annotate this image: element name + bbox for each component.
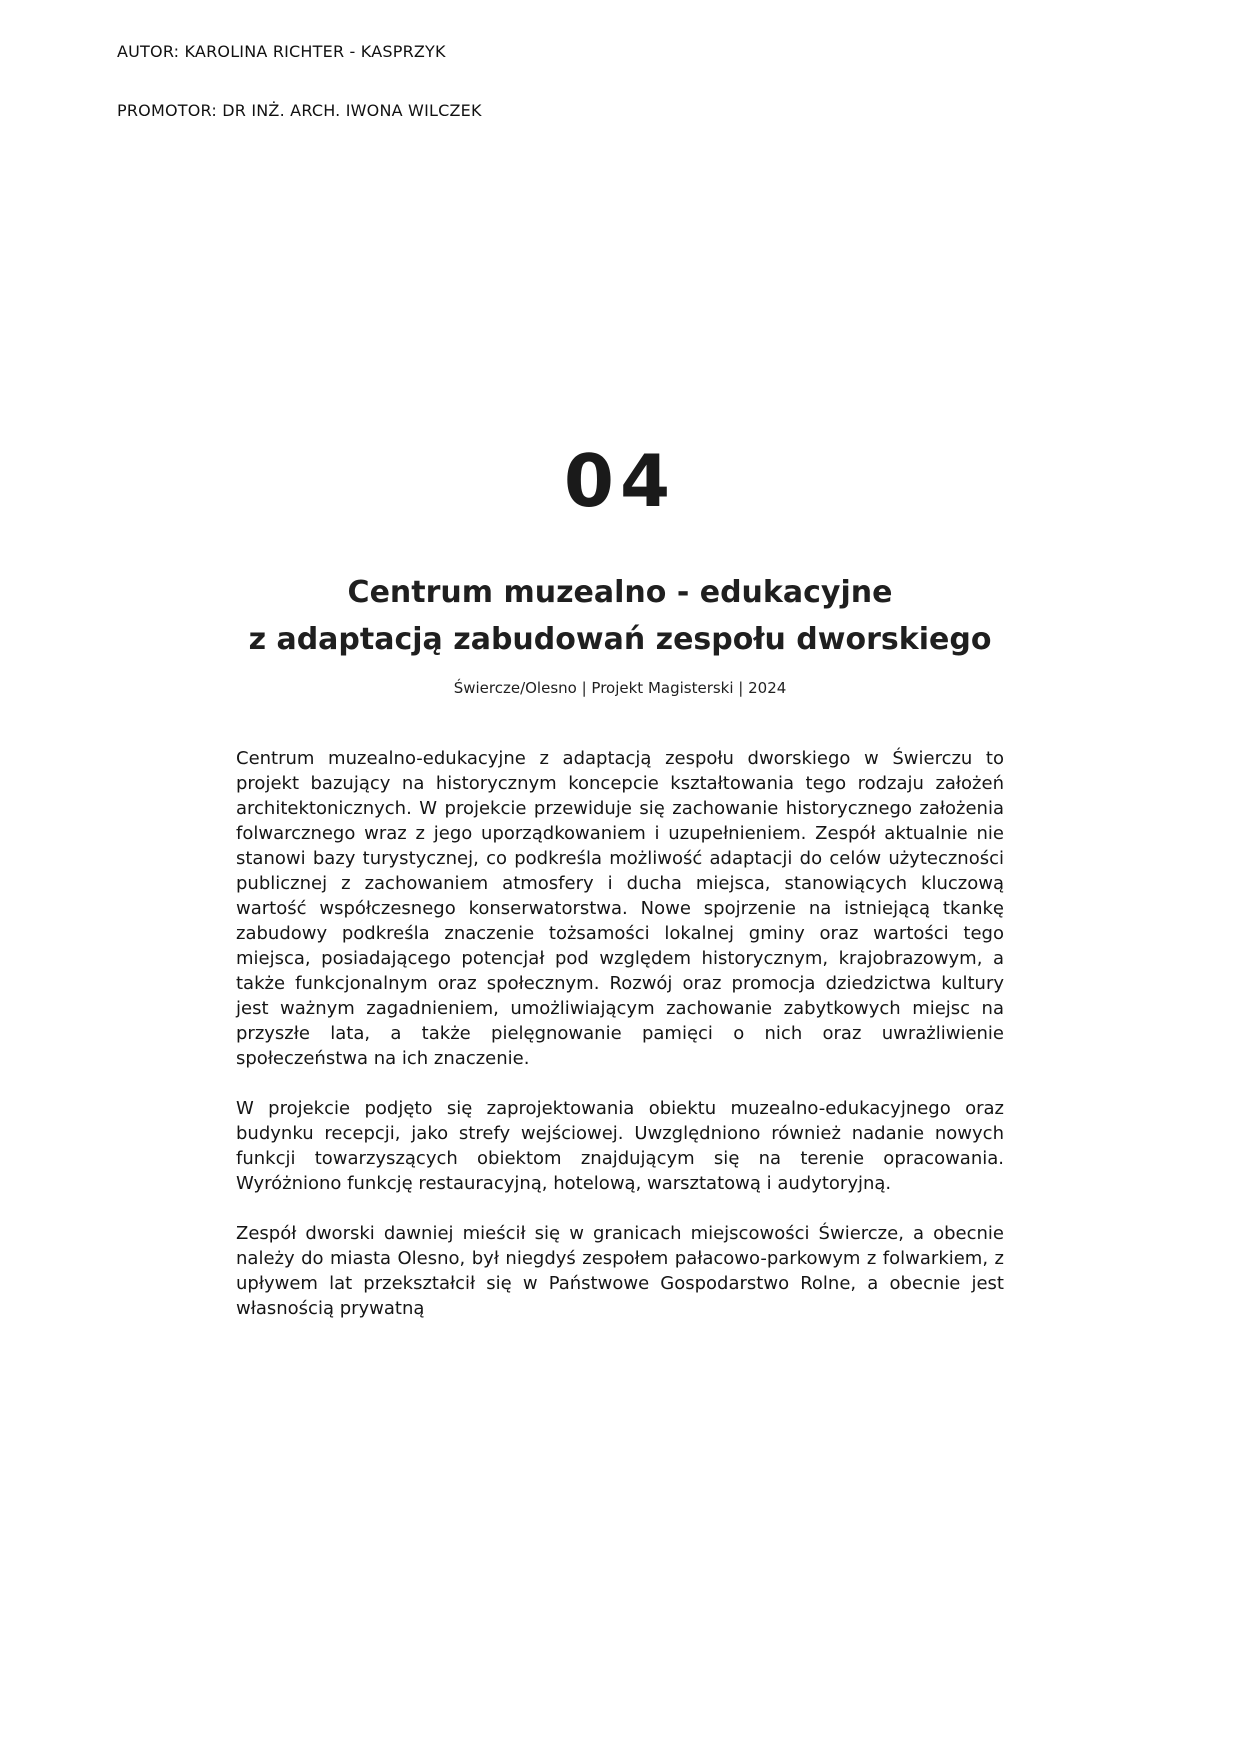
promotor-line: PROMOTOR: DR INŻ. ARCH. IWONA WILCZEK xyxy=(117,101,482,120)
paragraph-2: W projekcie podjęto się zaprojektowania obiektu muzealno-edukacyjnego oraz budynku recepcji, jako strefy wejściowej. Uwzględniono również nadanie nowych funkcji towarzyszących obiektom znajdującym się na terenie opracowania. Wyróżniono funkcję restauracyjną, hotelową, warsztatową i audytoryjną. xyxy=(236,1098,1004,1194)
chapter-title-line-2: z adaptacją zabudowań zespołu dworskiego xyxy=(248,622,992,657)
paragraph-1: Centrum muzealno-edukacyjne z adaptacją zespołu dworskiego w Świerczu to projekt bazujący na historycznym koncepcie kształtowania tego rodzaju założeń architektonicznych. W projekcie przewiduje się zachowanie historycznego założenia folwarcznego wraz z jego uporządkowaniem i uzupełnieniem. Zespół aktualnie nie stanowi bazy turystycznej, co podkreśla możliwość adaptacji do celów użyteczności publicznej z zachowaniem atmosfery i ducha miejsca, stanowiących kluczową wartość współczesnego konserwatorstwa. Nowe spojrzenie na istniejącą tkankę zabudowy podkreśla znaczenie tożsamości lokalnej gminy oraz wartości tego miejsca, posiadającego potencjał pod względem historycznym, krajobrazowym, a także funkcjonalnym oraz społecznym. Rozwój oraz promocja dziedzictwa kultury jest ważnym zagadnieniem, umożliwiającym zachowanie zabytkowych miejsc na przyszłe lata, a także pielęgnowanie pamięci o nich oraz uwrażliwienie społeczeństwa na ich znaczenie. xyxy=(236,748,1004,1069)
chapter-title-line-1: Centrum muzealno - edukacyjne xyxy=(347,575,893,610)
chapter-subtitle: Świercze/Olesno | Projekt Magisterski | 2024 xyxy=(453,679,787,697)
chapter-number: 04 xyxy=(563,439,677,523)
author-line: AUTOR: KAROLINA RICHTER - KASPRZYK xyxy=(117,42,446,61)
chapter-title xyxy=(0,569,1240,663)
body-text xyxy=(236,746,1004,1346)
paragraph-3: Zespół dworski dawniej mieścił się w granicach miejscowości Świercze, a obecnie należy do miasta Olesno, był niegdyś zespołem pałacowo-parkowym z folwarkiem, z upływem lat przekształcił się w Państwowe Gospodarstwo Rolne, a obecnie jest własnością prywatną xyxy=(236,1223,1004,1319)
